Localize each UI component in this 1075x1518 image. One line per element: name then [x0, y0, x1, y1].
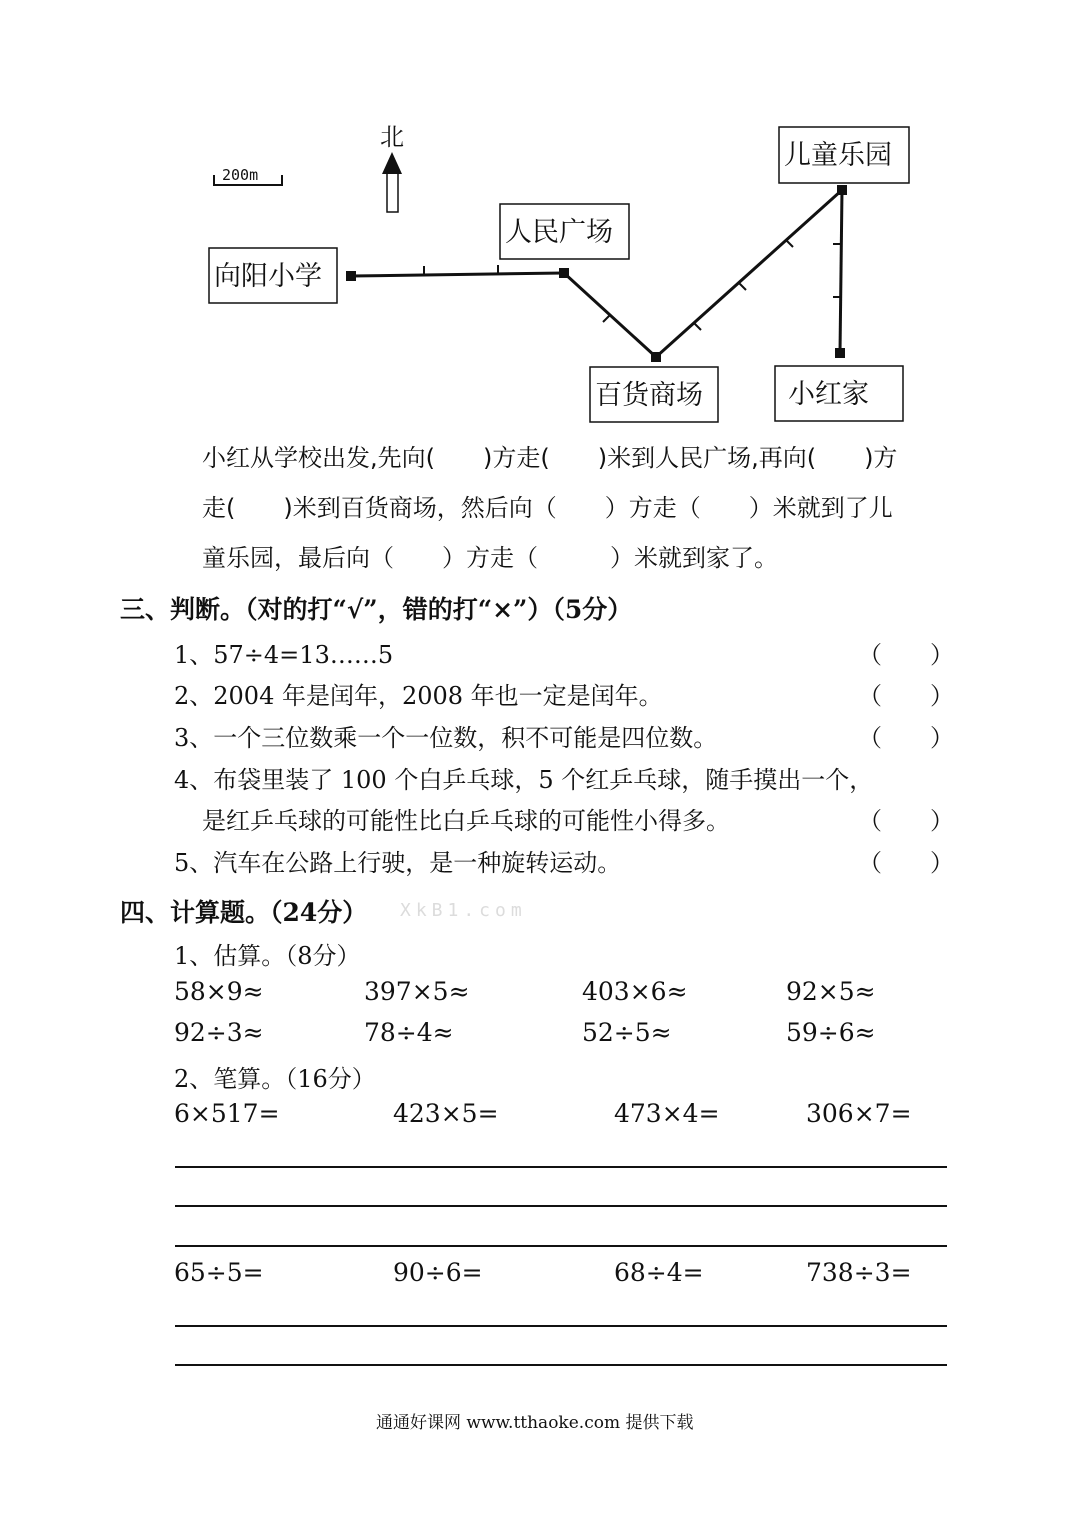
- place-store: [590, 367, 718, 422]
- place-school-label: 向阳小学: [214, 261, 322, 292]
- estimate-3: 403×6≈: [582, 977, 688, 1006]
- place-home-label: 小红家: [788, 379, 869, 410]
- judge-answer-2: （ ）: [858, 682, 954, 710]
- judge-item-4: 4、布袋里装了 100 个白乒乓球，5 个红乒乓球，随手摸出一个，: [174, 766, 874, 794]
- north-label: 北: [380, 123, 404, 151]
- estimate-7: 52÷5≈: [582, 1018, 672, 1047]
- estimate-2: 397×5≈: [364, 977, 470, 1006]
- estimate-title: 1、估算。（8分）: [174, 942, 361, 970]
- judge-answer-4: （ ）: [858, 807, 954, 835]
- section-3-title: 三、判断。（对的打“√”，错的打“×”）（5分）: [120, 595, 633, 624]
- estimate-4: 92×5≈: [786, 977, 876, 1006]
- judge-item-1: 1、57÷4=13……5: [174, 641, 394, 669]
- judge-answer-1: （ ）: [858, 641, 954, 669]
- judge-answer-5: （ ）: [858, 849, 954, 877]
- footer: 通通好课网 www.tthaoke.com 提供下载: [376, 1413, 694, 1433]
- answer-rule-2: [175, 1205, 947, 1207]
- judge-item-4-cont: 是红乒乓球的可能性比白乒乓球的可能性小得多。: [202, 807, 730, 835]
- written-7: 68÷4=: [614, 1258, 704, 1287]
- estimate-6: 78÷4≈: [364, 1018, 454, 1047]
- written-5: 65÷5=: [174, 1258, 264, 1287]
- written-2: 423×5=: [393, 1099, 499, 1128]
- estimate-5: 92÷3≈: [174, 1018, 264, 1047]
- place-park: [779, 127, 909, 183]
- place-square-label: 人民广场: [505, 217, 613, 248]
- answer-rule-4: [175, 1325, 947, 1327]
- section-4-title: 四、计算题。（24分）: [120, 898, 368, 927]
- written-6: 90÷6=: [393, 1258, 483, 1287]
- written-title: 2、笔算。（16分）: [174, 1065, 376, 1093]
- written-4: 306×7=: [806, 1099, 912, 1128]
- scale-label: 200m: [222, 166, 259, 184]
- judge-item-3: 3、一个三位数乘一个一位数，积不可能是四位数。: [174, 724, 718, 752]
- route-map: [0, 0, 1075, 440]
- judge-answer-3: （ ）: [858, 724, 954, 752]
- place-school: [209, 248, 337, 303]
- place-store-label: 百货商场: [595, 380, 703, 411]
- route-ticks: [424, 240, 841, 330]
- answer-rule-3: [175, 1245, 947, 1247]
- north-arrow-icon: [380, 123, 404, 212]
- place-park-label: 儿童乐园: [784, 140, 892, 171]
- fill-line-2: 走( )米到百货商场，然后向（ ）方走（ ）米就到了儿: [202, 494, 893, 522]
- written-8: 738÷3=: [806, 1258, 912, 1287]
- scale-bar: [214, 166, 282, 186]
- fill-line-3: 童乐园，最后向（ ）方走（ ）米就到家了。: [202, 544, 778, 572]
- estimate-8: 59÷6≈: [786, 1018, 876, 1047]
- fill-line-1: 小红从学校出发,先向( )方走( )米到人民广场,再向( )方: [202, 444, 898, 472]
- answer-rule-5: [175, 1364, 947, 1366]
- watermark: XkB1.com: [400, 900, 527, 921]
- place-square: [500, 204, 629, 259]
- judge-item-5: 5、汽车在公路上行驶，是一种旋转运动。: [174, 849, 622, 877]
- answer-rule-1: [175, 1166, 947, 1168]
- place-home: [775, 366, 903, 421]
- estimate-1: 58×9≈: [174, 977, 264, 1006]
- judge-item-2: 2、2004 年是闰年，2008 年也一定是闰年。: [174, 682, 663, 710]
- written-3: 473×4=: [614, 1099, 720, 1128]
- written-1: 6×517=: [174, 1099, 280, 1128]
